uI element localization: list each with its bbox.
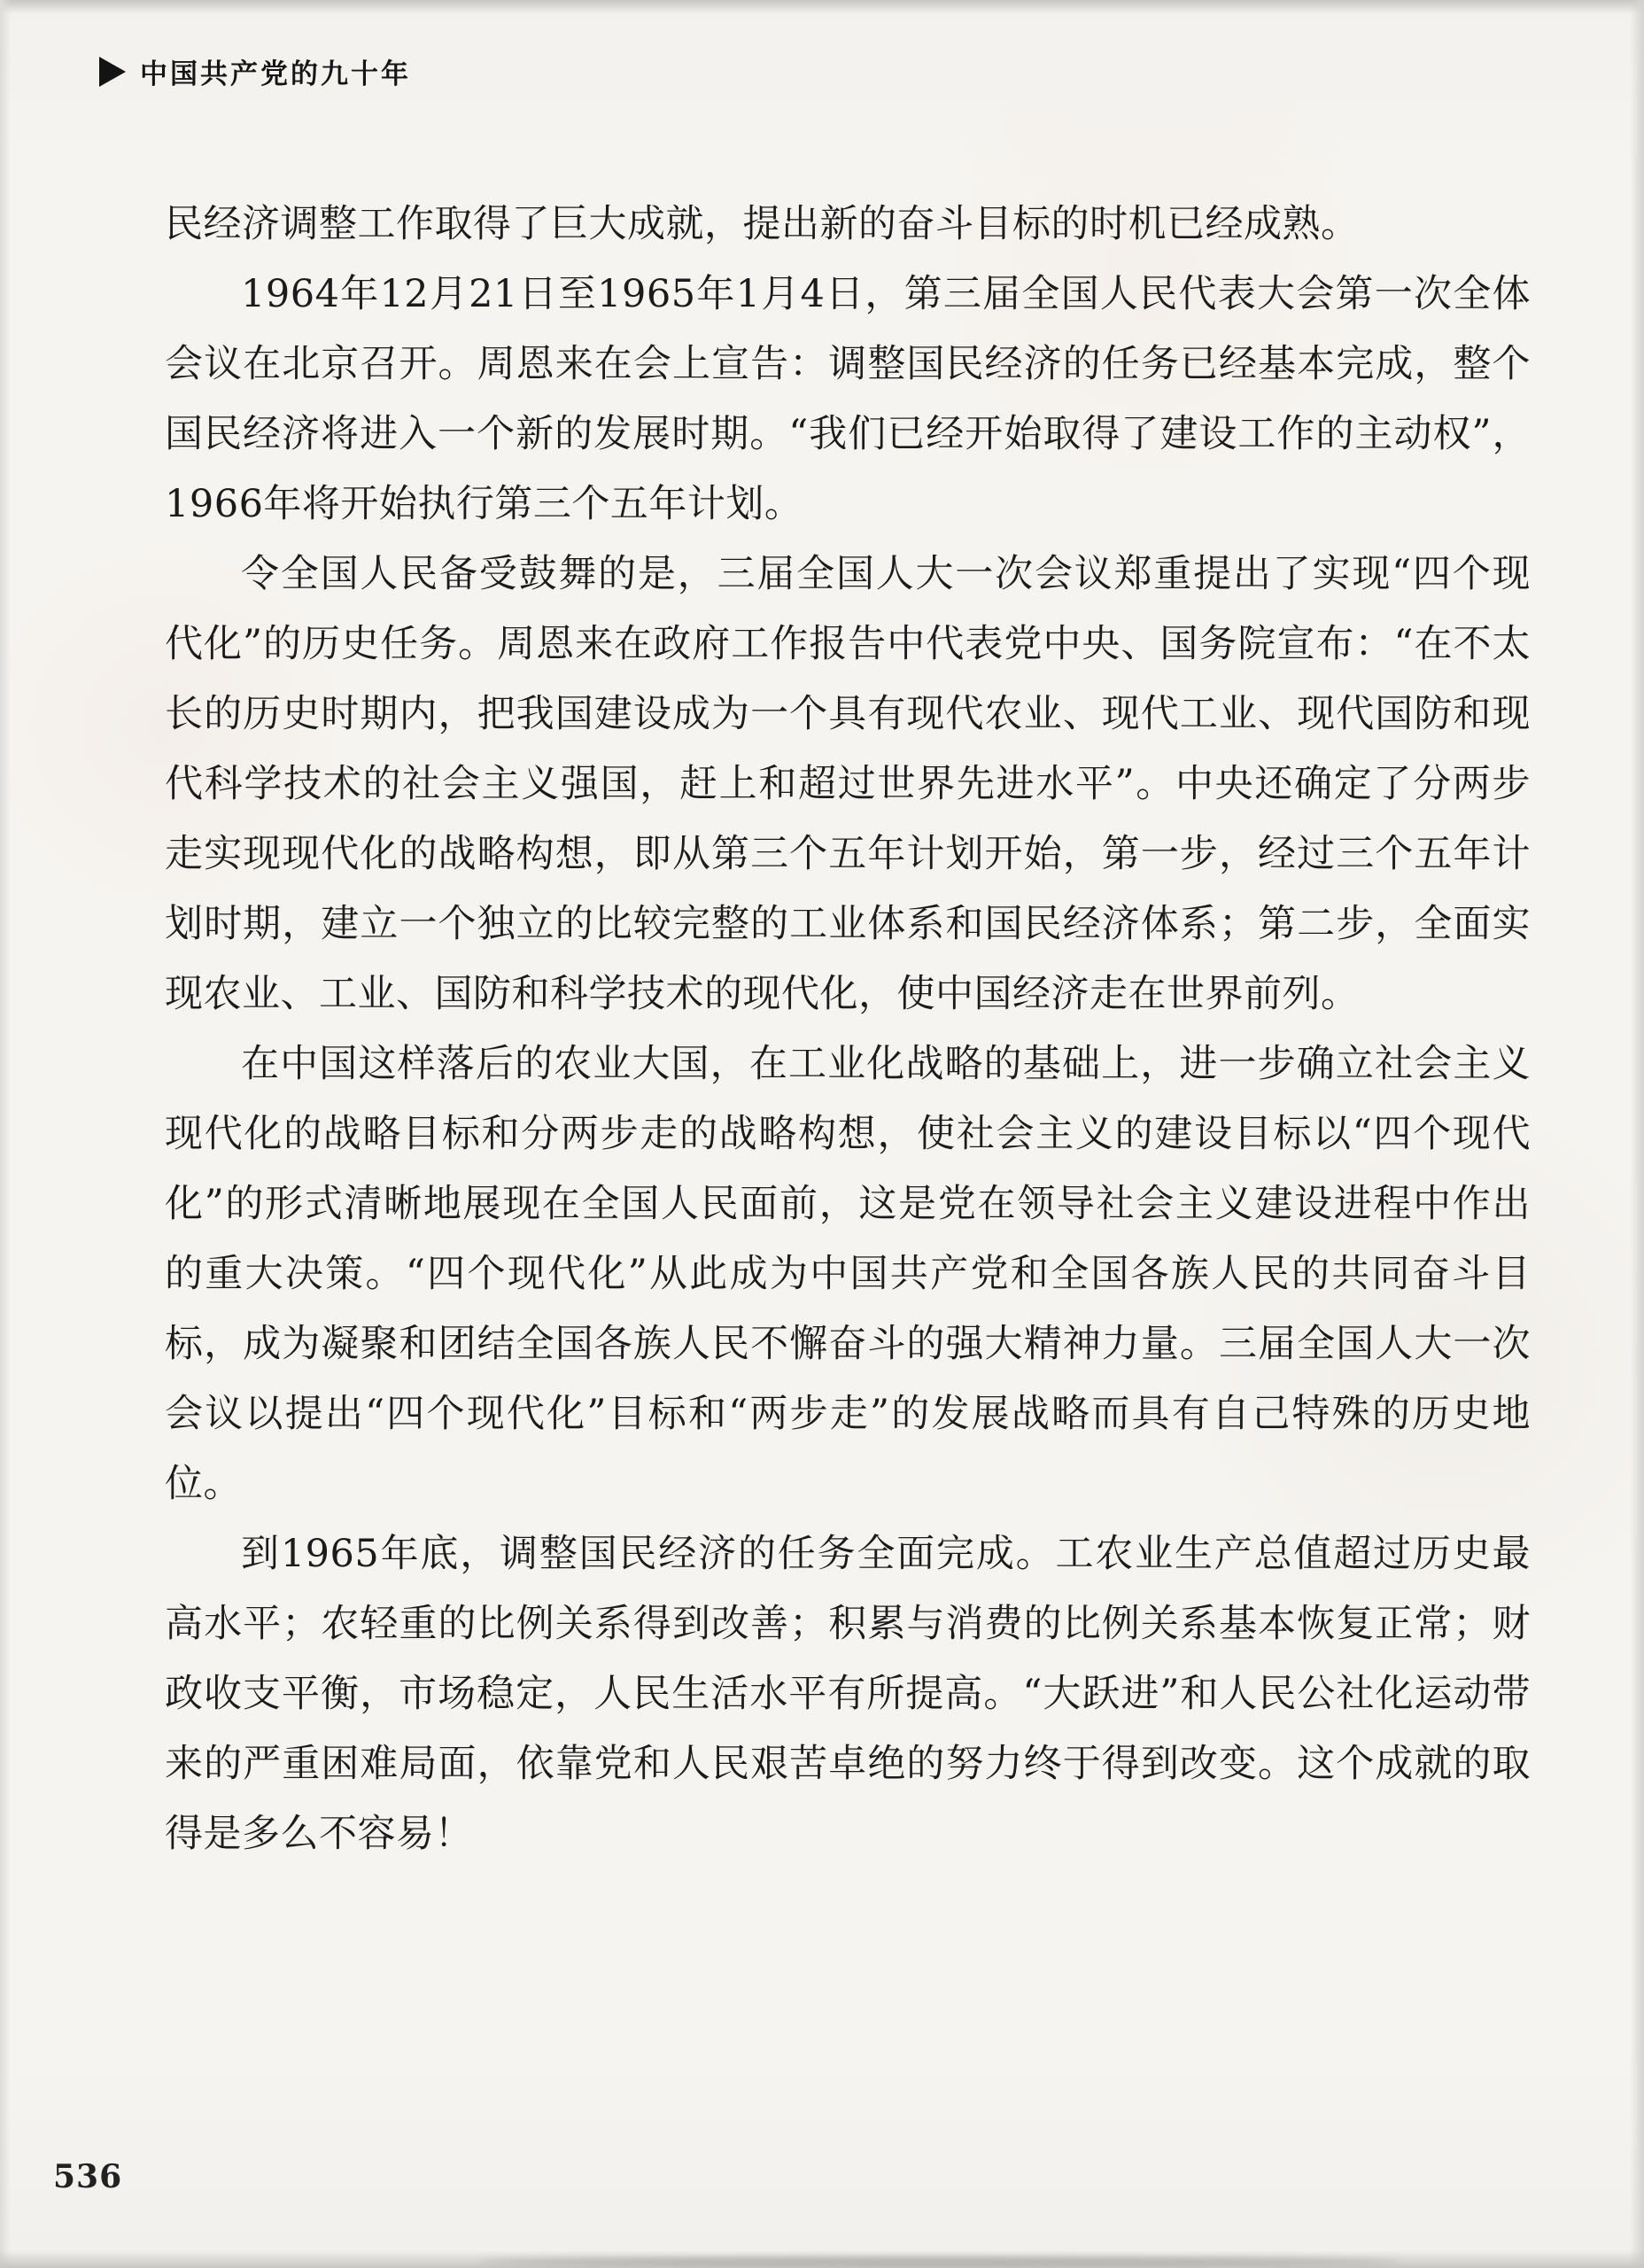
scan-edge-top	[0, 0, 1644, 14]
running-head	[99, 51, 411, 91]
paragraph: 在中国这样落后的农业大国，在工业化战略的基础上，进一步确立社会主义现代化的战略目标和分两步走的战略构想，使社会主义的建设目标以“四个现代化”的形式清晰地展现在全国人民面前，这是党在领导社会主义建设进程中作出的重大决策。“四个现代化”从此成为中国共产党和全国各族人民的共同奋斗目标，成为凝聚和团结全国各族人民不懈奋斗的强大精神力量。三届全国人大一次会议以提出“四个现代化”目标和“两步走”的发展战略而具有自己特殊的历史地位。	[165, 1042, 1531, 1506]
scan-smudge	[478, 2257, 1400, 2265]
paragraph: 民经济调整工作取得了巨大成就，提出新的奋斗目标的时机已经成熟。	[165, 202, 1360, 246]
scan-edge-left	[0, 0, 11, 2268]
paragraph: 1964年12月21日至1965年1月4日，第三届全国人民代表大会第一次全体会议在北京召开。周恩来在会上宣告：调整国民经济的任务已经基本完成，整个国民经济将进入一个新的发展时期。“我们已经开始取得了建设工作的主动权”，1966年将开始执行第三个五年计划。	[165, 272, 1531, 526]
page-number: 536	[53, 2158, 123, 2195]
right-triangle-icon	[99, 57, 126, 87]
scan-edge-right	[1630, 0, 1644, 2268]
paragraph: 到1965年底，调整国民经济的任务全面完成。工农业生产总值超过历史最高水平；农轻重的比例关系得到改善；积累与消费的比例关系基本恢复正常；财政收支平衡，市场稳定，人民生活水平有所提高。“大跃进”和人民公社化运动带来的严重困难局面，依靠党和人民艰苦卓绝的努力终于得到改变。这个成就的取得是多么不容易！	[165, 1532, 1531, 1856]
book-title: 中国共产党的九十年	[140, 58, 411, 90]
body-text	[165, 190, 1531, 1869]
paragraph: 令全国人民备受鼓舞的是，三届全国人大一次会议郑重提出了实现“四个现代化”的历史任务。周恩来在政府工作报告中代表党中央、国务院宣布：“在不太长的历史时期内，把我国建设成为一个具有现代农业、现代工业、现代国防和现代科学技术的社会主义强国，赶上和超过世界先进水平”。中央还确定了分两步走实现现代化的战略构想，即从第三个五年计划开始，第一步，经过三个五年计划时期，建立一个独立的比较完整的工业体系和国民经济体系；第二步，全面实现农业、工业、国防和科学技术的现代化，使中国经济走在世界前列。	[165, 552, 1531, 1016]
